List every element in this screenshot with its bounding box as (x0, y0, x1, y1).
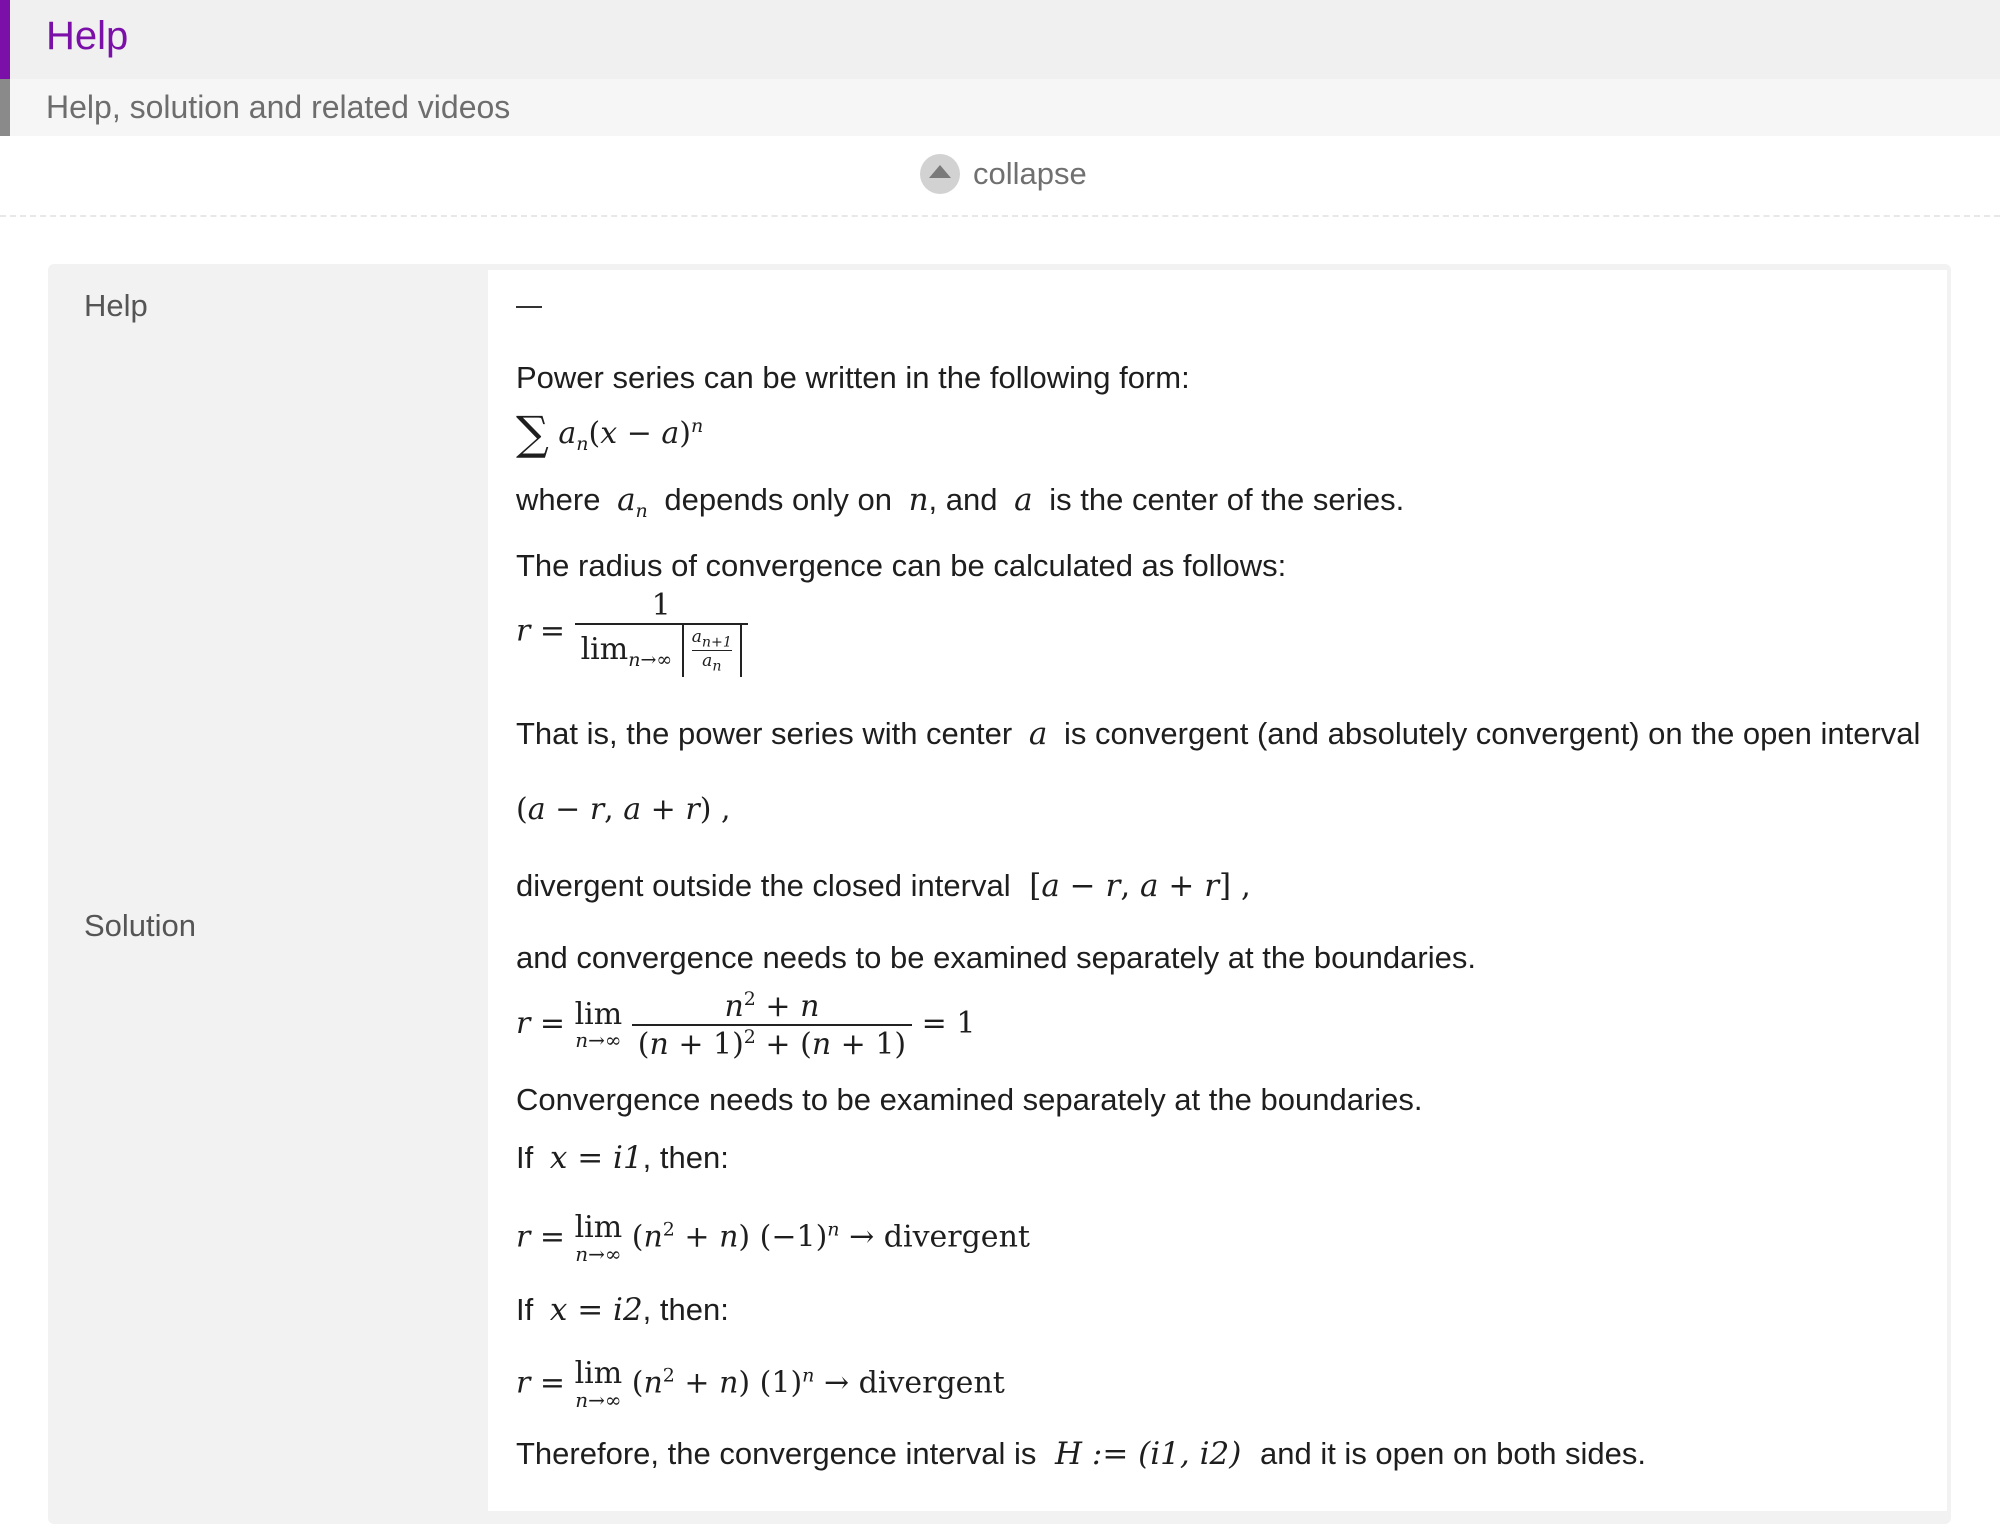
radius-intro: The radius of convergence can be calculated as follows: (516, 548, 1287, 583)
divergent-text: divergent outside the closed interval (516, 868, 1011, 903)
x2-value: x = i2 (549, 1292, 643, 1328)
where-line: where $a_n$ depends only on n, and a is the center of the series. (516, 482, 1405, 523)
divergent-line: divergent outside the closed interval [a − r, a + r] , (516, 868, 1251, 904)
where-and: , and (928, 482, 998, 517)
power-series-formula: ∑ $a_n(x - a)^n$ (516, 406, 704, 460)
that-is-line: That is, the power series with center a is convergent (and absolutely convergent) on the open interval (516, 716, 1921, 752)
collapse-label: collapse (973, 156, 1087, 191)
help-subtitle: Help, solution and related videos (46, 89, 511, 125)
help-header (0, 0, 2000, 79)
if-prefix-2: If (516, 1292, 534, 1327)
boundaries-text: and convergence needs to be examined separately at the boundaries. (516, 940, 1476, 975)
help-title: Help (46, 14, 129, 58)
section-divider (0, 215, 2000, 217)
sidebar-solution-label: Solution (84, 908, 197, 943)
radius-result: 1 (956, 1006, 976, 1041)
limit-x1-formula: r = lim n→∞ $(n^2 + n) (-1)^n$ → divergent (516, 1210, 1030, 1266)
convergence-note: Convergence needs to be examined separately at the boundaries. (516, 1082, 1423, 1117)
therefore-line (516, 1436, 1646, 1472)
x1-value: x = i1 (549, 1140, 643, 1176)
dash-line (516, 306, 542, 308)
if-prefix-1: If (516, 1140, 534, 1175)
radius-formula: r = 1 $\lim_{n\to\infty}$ $\frac{a_{n+1}}{a_n}$ (516, 588, 748, 677)
where-suffix: is the center of the series. (1049, 482, 1405, 517)
if-suffix-1: , then: (642, 1140, 729, 1175)
sidebar-help-label: Help (84, 288, 148, 323)
therefore-suffix: and it is open on both sides. (1259, 1436, 1647, 1471)
divergent-word-1: divergent (883, 1219, 1030, 1255)
where-mid: depends only on (664, 482, 892, 517)
open-interval-formula: (a − r, a + r) , (516, 792, 731, 827)
that-is-prefix: That is, the power series with center (516, 716, 1013, 751)
intro-text: Power series can be written in the following form: (516, 360, 1190, 395)
convergence-interval: H := (i1, i2) (1055, 1436, 1242, 1472)
collapse-button[interactable] (920, 152, 1087, 196)
where-prefix: where (516, 482, 601, 517)
solution-radius-formula: r = lim n→∞ $\frac{n^2 + n}{(n + 1)^2 + (n + 1)}$ = 1 (516, 988, 976, 1062)
if-x1-line (516, 1140, 729, 1176)
that-is-suffix: is convergent (and absolutely convergent) on the open interval (1063, 716, 1921, 751)
limit-x2-formula: r = lim n→∞ $(n^2 + n) (1)^n$ → divergent (516, 1356, 1005, 1412)
divergent-word-2: divergent (858, 1365, 1005, 1401)
chevron-up-icon (920, 154, 960, 194)
if-x2-line (516, 1292, 729, 1328)
help-subheader (0, 79, 2000, 136)
if-suffix-2: , then: (642, 1292, 729, 1327)
therefore-prefix: Therefore, the convergence interval is (516, 1436, 1037, 1471)
